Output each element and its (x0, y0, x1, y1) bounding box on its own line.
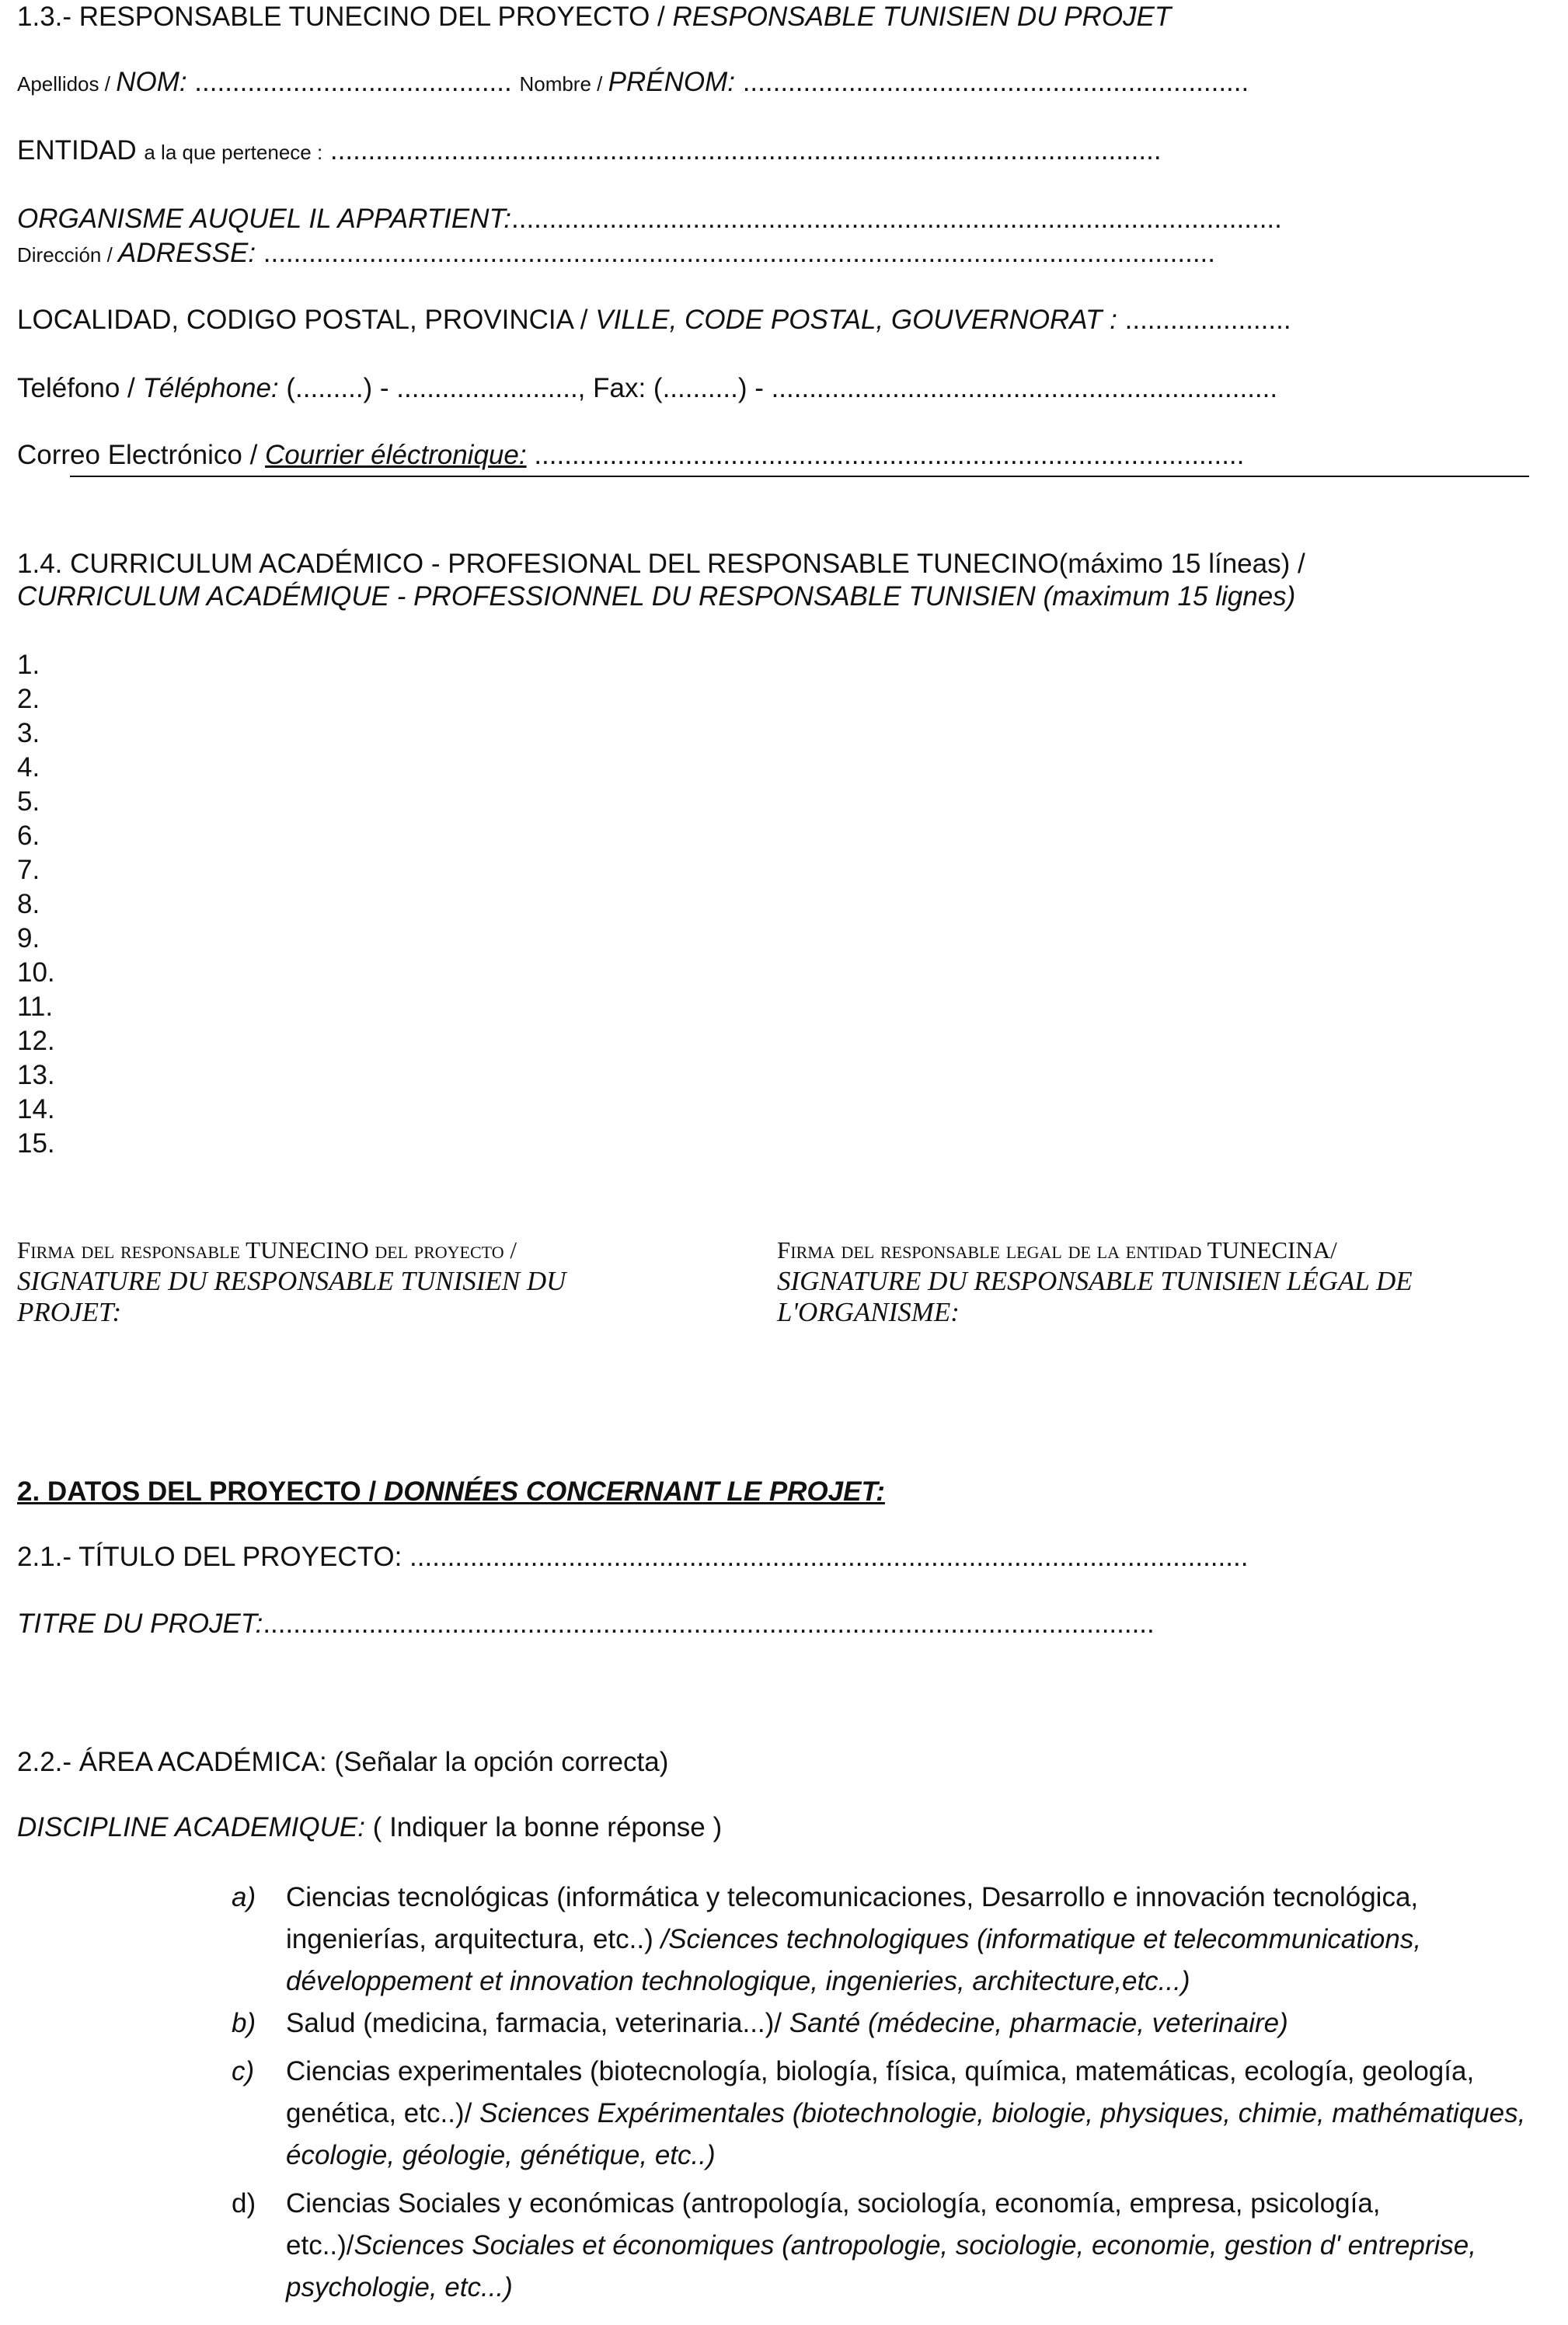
titre-label: TITRE DU PROJET: (17, 1609, 263, 1639)
apellidos-nombre-row (17, 67, 1249, 99)
list-item: 2. (17, 684, 40, 714)
list-item: 6. (17, 821, 40, 851)
list-item: 4. (17, 752, 40, 783)
list-item: 5. (17, 786, 40, 817)
direccion-row (17, 238, 1215, 270)
option-c-text (286, 2051, 1560, 2177)
section-2-heading (17, 1476, 885, 1508)
option-b-letter[interactable]: b) (232, 2008, 256, 2038)
titre-field[interactable]: ...................................................................................................................... (263, 1609, 1155, 1639)
nom-label: NOM: (116, 67, 187, 97)
option-d-letter[interactable]: d) (232, 2188, 256, 2219)
titulo-label: 2.1.- TÍTULO DEL PROYECTO: (17, 1542, 410, 1572)
signature-right-fr-1: SIGNATURE DU RESPONSABLE TUNISIEN LÉGAL DE (777, 1266, 1413, 1296)
localidad-label-es: LOCALIDAD, CODIGO POSTAL, PROVINCIA / (17, 305, 596, 335)
entidad-field[interactable]: .............................................................................................................. (322, 135, 1162, 166)
nombre-field[interactable]: ................................................................... (734, 67, 1249, 97)
correo-underline (70, 476, 1529, 477)
nombre-label: Nombre / (519, 72, 608, 96)
discipline-hint: ( Indiquer la bonne réponse ) (364, 1812, 723, 1842)
option-c-fr: Sciences Expérimentales (biotechnologie, biologie, physiques, chimie, mathématiques, écologie, géologie, génétique, etc..) (286, 2098, 1526, 2170)
telephone-label: Téléphone: (142, 373, 279, 403)
list-item: 3. (17, 718, 40, 748)
titulo-field[interactable]: ............................................................................................................... (409, 1542, 1249, 1572)
list-item: 14. (17, 1094, 55, 1124)
direccion-field[interactable]: .............................................................................................................................. (256, 238, 1216, 268)
discipline-label: DISCIPLINE ACADEMIQUE: (17, 1812, 365, 1842)
section-1-4-heading (17, 549, 1305, 580)
option-c-letter[interactable]: c) (232, 2056, 255, 2086)
option-b-es: Salud (medicina, farmacia, veterinaria...)/ (286, 2008, 789, 2038)
list-item: 15. (17, 1128, 55, 1159)
heading-1-4-fr-main: CURRICULUM ACADÉMIQUE - PROFESSIONNEL DU RESPONSABLE TUNISIEN (17, 581, 1044, 612)
option-a-text (286, 1877, 1560, 2003)
list-item: 8. (17, 889, 40, 919)
section-2-heading-fr: DONNÉES CONCERNANT LE PROJET: (383, 1476, 885, 1507)
titre-row (17, 1609, 1155, 1640)
prenom-label: PRÉNOM: (608, 67, 735, 97)
section-1-3-heading (17, 2, 1171, 33)
list-item: 12. (17, 1026, 55, 1056)
localidad-field[interactable]: ...................... (1117, 305, 1291, 335)
organisme-label: ORGANISME AUQUEL IL APPARTIENT: (17, 204, 511, 234)
option-a-fr: /Sciences technologiques (informatique et telecommunications, développement et innovation technologique, ingenieries, architecture,etc...) (286, 1924, 1422, 1996)
heading-es: 1.3.- RESPONSABLE TUNECINO DEL PROYECTO / (17, 2, 673, 32)
correo-label: Correo Electrónico / (17, 440, 266, 470)
list-item: 7. (17, 855, 40, 885)
option-b-text (286, 2003, 1560, 2044)
adresse-label: ADRESSE: (118, 238, 256, 268)
signature-left-fr-1: SIGNATURE DU RESPONSABLE TUNISIEN DU (17, 1266, 566, 1296)
signature-left-fr-2: PROJET: (17, 1297, 122, 1327)
organisme-field[interactable]: ...................................................................................................... (511, 204, 1282, 234)
section-2-heading-es: 2. DATOS DEL PROYECTO / (17, 1476, 384, 1507)
discipline-row (17, 1812, 722, 1843)
titulo-row (17, 1542, 1248, 1573)
courrier-label: Courrier éléctronique: (265, 440, 527, 470)
localidad-label-fr: VILLE, CODE POSTAL, GOUVERNORAT : (595, 305, 1117, 335)
correo-row (17, 440, 1244, 471)
telefono-row (17, 373, 1277, 404)
correo-field[interactable]: .............................................................................................. (526, 440, 1245, 470)
list-item: 13. (17, 1060, 55, 1090)
heading-1-4-fr-paren: (maximum 15 lignes) (1043, 581, 1296, 612)
entidad-label: ENTIDAD (17, 135, 145, 166)
list-item: 10. (17, 957, 55, 988)
heading-fr: RESPONSABLE TUNISIEN DU PROJET (672, 2, 1172, 32)
option-c-es: Ciencias experimentales (biotecnología, biología, física, química, matemáticas, ecología, geología, genética, etc..)/ (286, 2056, 1475, 2128)
option-b-fr: Santé (médecine, pharmacie, veterinaire) (789, 2008, 1288, 2038)
option-d-es: Ciencias Sociales y económicas (antropología, sociología, economía, empresa, psicología, etc..)/ (286, 2188, 1381, 2261)
list-item: 1. (17, 650, 40, 680)
heading-1-4-es: 1.4. CURRICULUM ACADÉMICO - PROFESIONAL DEL RESPONSABLE TUNECINO(máximo 15 líneas) / (17, 549, 1305, 579)
localidad-row (17, 305, 1291, 336)
option-a-es: Ciencias tecnológicas (informática y telecomunicaciones, Desarrollo e innovación tecnológica, ingenierías, arquitectura, etc..) (286, 1882, 1419, 1954)
option-d-text (286, 2183, 1560, 2309)
telefono-fax-field[interactable]: (.........) - ........................, Fax: (..........) - ................................................................... (278, 373, 1278, 403)
organisme-row (17, 204, 1282, 235)
signature-right-fr-2: L'ORGANISME: (777, 1297, 960, 1327)
apellidos-label: Apellidos / (17, 72, 117, 96)
direccion-label: Dirección / (17, 243, 119, 267)
entidad-small-label: a la que pertenece : (144, 141, 323, 164)
entidad-row (17, 135, 1162, 168)
section-1-4-heading-fr (17, 581, 1295, 612)
list-item: 11. (17, 992, 54, 1022)
option-a-letter[interactable]: a) (232, 1882, 256, 1912)
option-d-fr: Sciences Sociales et économiques (antropologie, sociologie, economie, gestion d' entreprise, psychologie, etc...) (286, 2230, 1476, 2302)
signature-right-es: Firma del responsable legal de la entidad TUNECINA/ (777, 1236, 1337, 1264)
apellidos-field[interactable]: .......................................... (186, 67, 520, 97)
signature-left-es: Firma del responsable TUNECINO del proyecto / (17, 1236, 517, 1264)
telefono-label: Teléfono / (17, 373, 143, 403)
area-label: 2.2.- ÁREA ACADÉMICA: (Señalar la opción correcta) (17, 1747, 669, 1777)
list-item: 9. (17, 923, 40, 953)
